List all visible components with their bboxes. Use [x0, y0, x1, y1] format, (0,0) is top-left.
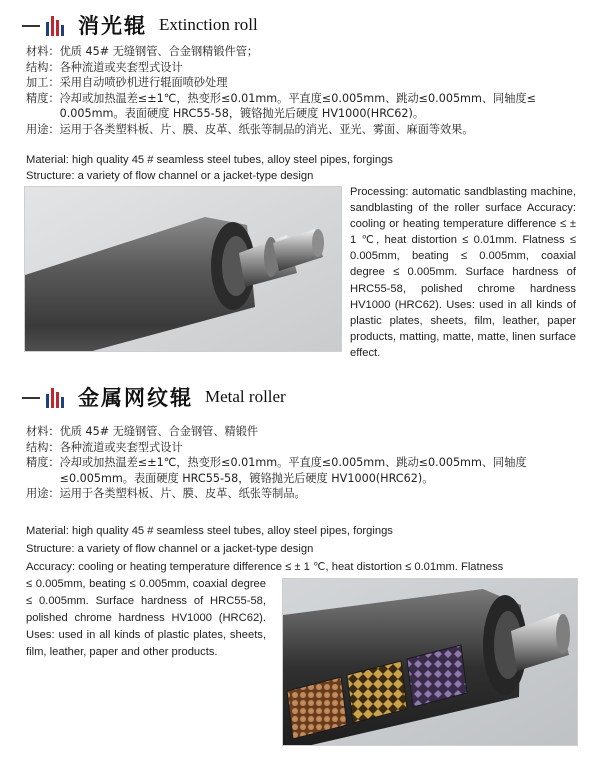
spec-label: 结构：	[26, 440, 60, 454]
accuracy-en: Accuracy: cooling or heating temperature difference ≤ ± 1 ℃, heat distortion ≤ 0.01mm. Flatness	[26, 561, 504, 573]
spec-label: 用途：	[26, 487, 60, 500]
material-en: Material: high quality 45 # seamless steel tubes, alloy steel pipes, forgings	[26, 525, 393, 537]
spec-row	[26, 486, 586, 502]
metal-roller-photo	[282, 578, 578, 746]
extinction-roll-photo	[24, 186, 342, 352]
structure-en: Structure: a variety of flow channel or a jacket-type design	[26, 543, 314, 555]
left-description-en: ≤ 0.005mm, beating ≤ 0.005mm, coaxial degree ≤ 0.005mm. Surface hardness of HRC55-58, polished chrome hardness HV1000 (HRC62). Uses: used in all kinds of plastic plates, sheets, film, leather, paper and other products.	[26, 578, 266, 658]
spec-value: 优质 45# 无缝钢管、合金钢管、精锻件	[59, 425, 259, 438]
spec-value: 各种流道或夹套型式设计	[59, 440, 183, 454]
side-description-en: Processing: automatic sandblasting machine, sandblasting of the roller surface Accuracy: cooling or heating temperature difference ≤ ± 1 ℃, heat distortion ≤ 0.01mm. Flatness ≤ 0.005mm, beating ≤ 0.005mm, coaxial degree ≤ 0.005mm. Surface hardness of HRC55-58, polished chrome hardness HV1000 (HRC62). Uses: used in all kinds of plastic plates, sheets, film, leather, paper products, matting, matte, matte, linen surface effect.	[350, 186, 576, 359]
spec-label: 材料：	[26, 45, 60, 58]
structure-en: Structure: a variety of flow channel or a jacket-type design	[26, 170, 314, 182]
specs-cn-list	[26, 44, 586, 137]
spec-value: 各种流道或夹套型式设计	[59, 60, 183, 74]
spec-row	[26, 60, 586, 76]
spec-row	[26, 91, 586, 122]
section-title-en: Extinction roll	[159, 15, 258, 34]
spec-row	[26, 455, 586, 486]
roller-illustration	[25, 187, 342, 352]
logo-bars-icon	[22, 14, 70, 36]
spec-row	[26, 424, 586, 440]
section-metal-roller	[0, 372, 600, 757]
spec-row	[26, 44, 586, 60]
roller-illustration	[283, 579, 578, 746]
spec-row	[26, 440, 586, 456]
spec-value: 采用自动喷砂机进行辊面喷砂处理	[59, 76, 228, 89]
specs-cn-list	[26, 424, 586, 502]
section-heading	[22, 382, 286, 412]
section-extinction-roll	[0, 0, 600, 370]
spec-value: 运用于各类塑料板、片、膜、皮革、纸张等制品。	[59, 487, 306, 500]
material-en: Material: high quality 45 # seamless steel tubes, alloy steel pipes, forgings	[26, 154, 393, 166]
spec-value: 运用于各类塑料板、片、膜、皮革、纸张等制品的消光、亚光、雾面、麻面等效果。	[59, 122, 474, 136]
spec-row	[26, 122, 586, 138]
spec-label: 结构：	[26, 60, 60, 74]
section-title-cn: 消光辊	[78, 14, 147, 38]
spec-value: 冷却或加热温差≤±1℃，热变形≤0.01mm。平直度≤0.005mm、跳动≤0.005mm、同轴度 ≤0.005mm。表面硬度 HRC55-58，镀铬抛光后硬度 HV1000(HRC62)。	[59, 456, 527, 485]
spec-label: 材料：	[26, 425, 60, 438]
spec-label: 用途：	[26, 122, 60, 136]
spec-label: 精度：	[26, 91, 60, 105]
section-heading	[22, 10, 258, 40]
logo-bars-icon	[22, 386, 70, 408]
section-title-en: Metal roller	[205, 387, 286, 406]
section-title-cn: 金属网纹辊	[78, 386, 193, 410]
spec-value: 优质 45# 无缝钢管、合金钢精锻件管；	[59, 45, 259, 58]
spec-label: 加工：	[26, 76, 60, 89]
spec-label: 精度：	[26, 456, 60, 469]
spec-value: 冷却或加热温差≤±1℃，热变形≤0.01mm。平直度≤0.005mm、跳动≤0.005mm、同轴度≤ 0.005mm。表面硬度 HRC55-58，镀铬抛光后硬度 HV1000(HRC62)。	[59, 91, 536, 120]
spec-row	[26, 75, 586, 91]
